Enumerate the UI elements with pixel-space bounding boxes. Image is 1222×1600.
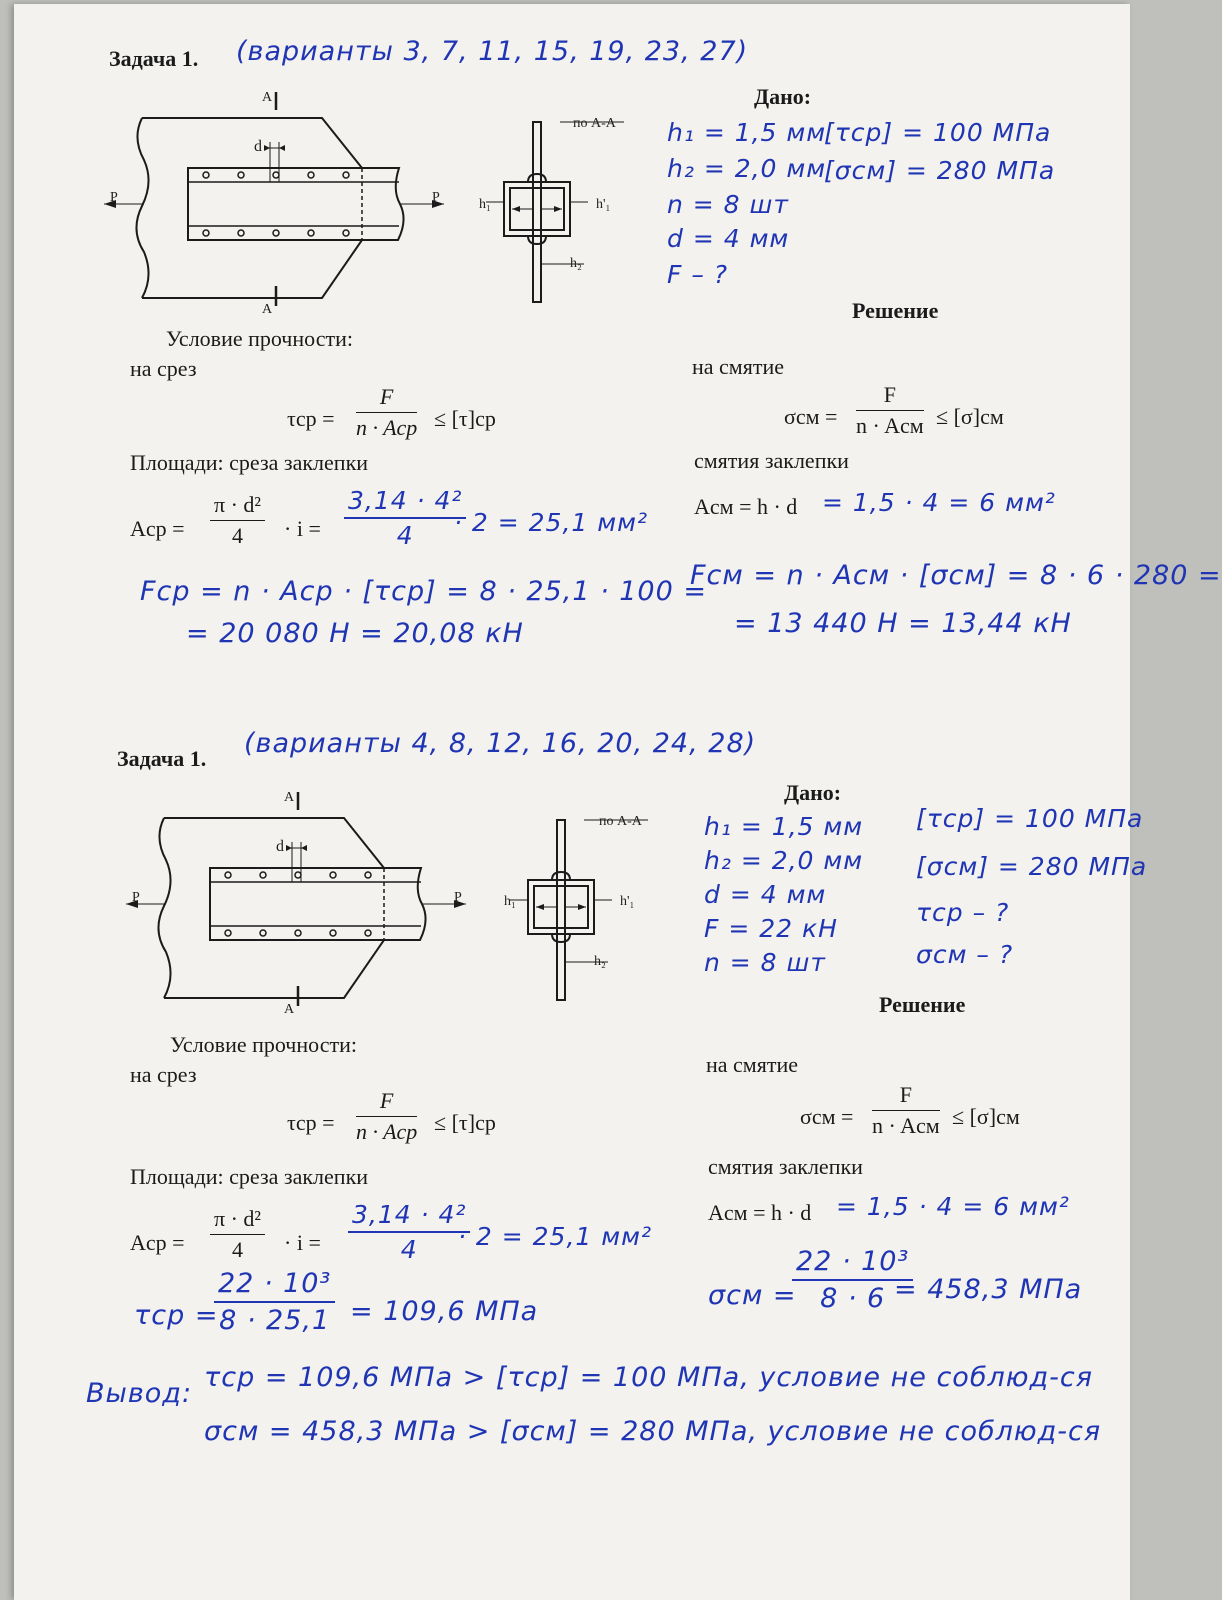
task1-rivet-joint-drawing (104, 90, 464, 310)
task2-label-a-bottom: A (284, 1002, 295, 1017)
task2-label-p-left: P (132, 890, 140, 905)
task2-section-drawing (508, 812, 658, 1012)
task1-shear-formula-frac: F n · Aср (356, 384, 418, 440)
task1-label-h1p: h'₁ (596, 197, 611, 212)
task2-conclusion-2: σсм = 458,3 МПа > [σсм] = 280 МПа, условие не соблюд-ся (204, 1416, 1102, 1447)
task2-conclusion-label: Вывод: (86, 1378, 193, 1409)
task2-label-section: по A-A (599, 814, 642, 829)
task1-area-shear-lhs: Aср = (130, 516, 185, 541)
task2-crush-formula-rhs: ≤ [σ]см (952, 1104, 1020, 1129)
task1-f-shear-1: Fср = n · Aср · [τср] = 8 · 25,1 · 100 = (140, 576, 707, 607)
task2-sigma-frac: $\frac{\text{22 · 10³}}{8 \cdot 6}$ (792, 1246, 913, 1314)
task2-given-left-1: h₁ = 1,5 мм (704, 812, 864, 841)
task2-given-right-3: τср – ? (916, 898, 1010, 927)
task1-label-section: по A-A (573, 116, 616, 131)
task2-shear-label: на срез (130, 1062, 197, 1087)
task2-conclusion-1: τср = 109,6 МПа > [τср] = 100 МПа, условие не соблюд-ся (204, 1362, 1093, 1393)
task2-tau-frac: $\frac{\text{22 · 10³}}{8 \cdot 25,1}$ (214, 1268, 335, 1336)
task1-shear-area-label: Площади: среза заклепки (130, 450, 369, 475)
task2-given-header: Дано: (784, 780, 842, 805)
task1-crush-label: на смятие (692, 354, 784, 379)
task2-solution-header: Решение (879, 992, 966, 1017)
task1-given-right-2: [σсм] = 280 МПа (824, 156, 1056, 185)
task2-label-h1p: h'₁ (620, 894, 635, 909)
task2-sigma-lhs: σсм = (708, 1280, 797, 1311)
task2-given-right-1: [τср] = 100 МПа (916, 804, 1144, 833)
task2-area-crush-lhs: Aсм = h · d (708, 1200, 812, 1225)
task2-label-a-top: A (284, 790, 295, 805)
task1-variants: (варианты 3, 7, 11, 15, 19, 23, 27) (236, 36, 749, 67)
task1-area-shear-frac: $\frac{\text{π · d²}}{4}$ (210, 492, 265, 549)
task1-f-crush-1: Fсм = n · Aсм · [σсм] = 8 · 6 · 280 = (690, 560, 1222, 591)
task2-area-shear-tail: · i = (284, 1230, 321, 1255)
task1-f-shear-2: = 20 080 Н = 20,08 кН (186, 618, 524, 649)
task1-given-right-1: [τср] = 100 МПа (824, 118, 1052, 147)
task1-section-drawing (484, 114, 634, 314)
task2-label-h2: h₂ (594, 954, 606, 969)
task2-crush-label: на смятие (706, 1052, 798, 1077)
task1-label-a-top: A (262, 90, 273, 105)
task1-f-crush-2: = 13 440 Н = 13,44 кН (734, 608, 1072, 639)
task1-area-shear-hw-frac: $\frac{\text{3,14 · 4²}}{4}$ (344, 486, 466, 550)
task2-rivet-joint-drawing (126, 790, 486, 1010)
task1-given-left-3: n = 8 шт (667, 190, 789, 219)
task1-label-a-bottom: A (262, 302, 273, 317)
task2-title: Задача 1. (117, 746, 207, 771)
task2-given-right-4: σсм – ? (916, 940, 1014, 969)
task1-area-crush-hw: = 1,5 · 4 = 6 мм² (822, 488, 1056, 517)
task1-label-p-left: P (110, 190, 118, 205)
task1-label-d: d (254, 138, 262, 155)
task1-label-h2: h₂ (570, 256, 582, 271)
task1-crush-area-label: смятия заклепки (694, 448, 849, 473)
task2-variants: (варианты 4, 8, 12, 16, 20, 24, 28) (244, 728, 757, 759)
task1-given-left-2: h₂ = 2,0 мм (667, 154, 827, 183)
task2-crush-area-label: смятия заклепки (708, 1154, 863, 1179)
task2-crush-formula-lhs: σсм = (800, 1104, 854, 1129)
task1-area-crush-lhs: Aсм = h · d (694, 494, 798, 519)
task2-shear-formula-frac: F n · Aср (356, 1088, 418, 1144)
task1-label-h1: h₁ (479, 197, 491, 212)
task1-shear-label: на срез (130, 356, 197, 381)
task2-given-right-2: [σсм] = 280 МПа (916, 852, 1148, 881)
task1-area-shear-hw-result: · 2 = 25,1 мм² (454, 508, 648, 537)
task1-given-left-5: F – ? (667, 260, 729, 289)
task2-sigma-rhs: = 458,3 МПа (894, 1274, 1083, 1305)
task2-area-crush-hw: = 1,5 · 4 = 6 мм² (836, 1192, 1070, 1221)
task1-given-header: Дано: (754, 84, 812, 109)
task2-given-left-4: F = 22 кН (704, 914, 838, 943)
task1-label-p-right: P (432, 190, 440, 205)
task1-shear-formula-rhs: ≤ [τ]ср (434, 406, 496, 431)
task1-given-left-1: h₁ = 1,5 мм (667, 118, 827, 147)
task1-title: Задача 1. (109, 46, 199, 71)
task2-area-shear-lhs: Aср = (130, 1230, 185, 1255)
task1-crush-formula-frac: F n · Aсм (856, 382, 924, 438)
task2-label-p-right: P (454, 890, 462, 905)
task2-shear-area-label: Площади: среза заклепки (130, 1164, 369, 1189)
task1-crush-formula-lhs: σсм = (784, 404, 838, 429)
task1-solution-header: Решение (852, 298, 939, 323)
task2-given-left-5: n = 8 шт (704, 948, 826, 977)
task1-given-left-4: d = 4 мм (667, 224, 790, 253)
task2-shear-formula-lhs: τср = (287, 1110, 335, 1135)
task2-crush-formula-frac: F n · Aсм (872, 1082, 940, 1138)
task2-area-shear-frac: $\frac{\text{π · d²}}{4}$ (210, 1206, 265, 1263)
task1-strength-condition: Условие прочности: (166, 326, 353, 351)
task1-shear-formula-lhs: τср = (287, 406, 335, 431)
task1-area-shear-tail: · i = (284, 516, 321, 541)
task1-crush-formula-rhs: ≤ [σ]см (936, 404, 1004, 429)
task2-given-left-2: h₂ = 2,0 мм (704, 846, 864, 875)
task2-tau-lhs: τср = (134, 1300, 219, 1331)
task2-tau-rhs: = 109,6 МПа (350, 1296, 539, 1327)
task2-label-d: d (276, 838, 284, 855)
task2-label-h1: h₁ (504, 894, 516, 909)
task2-area-shear-hw-frac: $\frac{\text{3,14 · 4²}}{4}$ (348, 1200, 470, 1264)
task2-area-shear-hw-result: · 2 = 25,1 мм² (458, 1222, 652, 1251)
task2-given-left-3: d = 4 мм (704, 880, 827, 909)
task2-shear-formula-rhs: ≤ [τ]ср (434, 1110, 496, 1135)
task2-strength-condition: Условие прочности: (170, 1032, 357, 1057)
page (14, 4, 1222, 1600)
